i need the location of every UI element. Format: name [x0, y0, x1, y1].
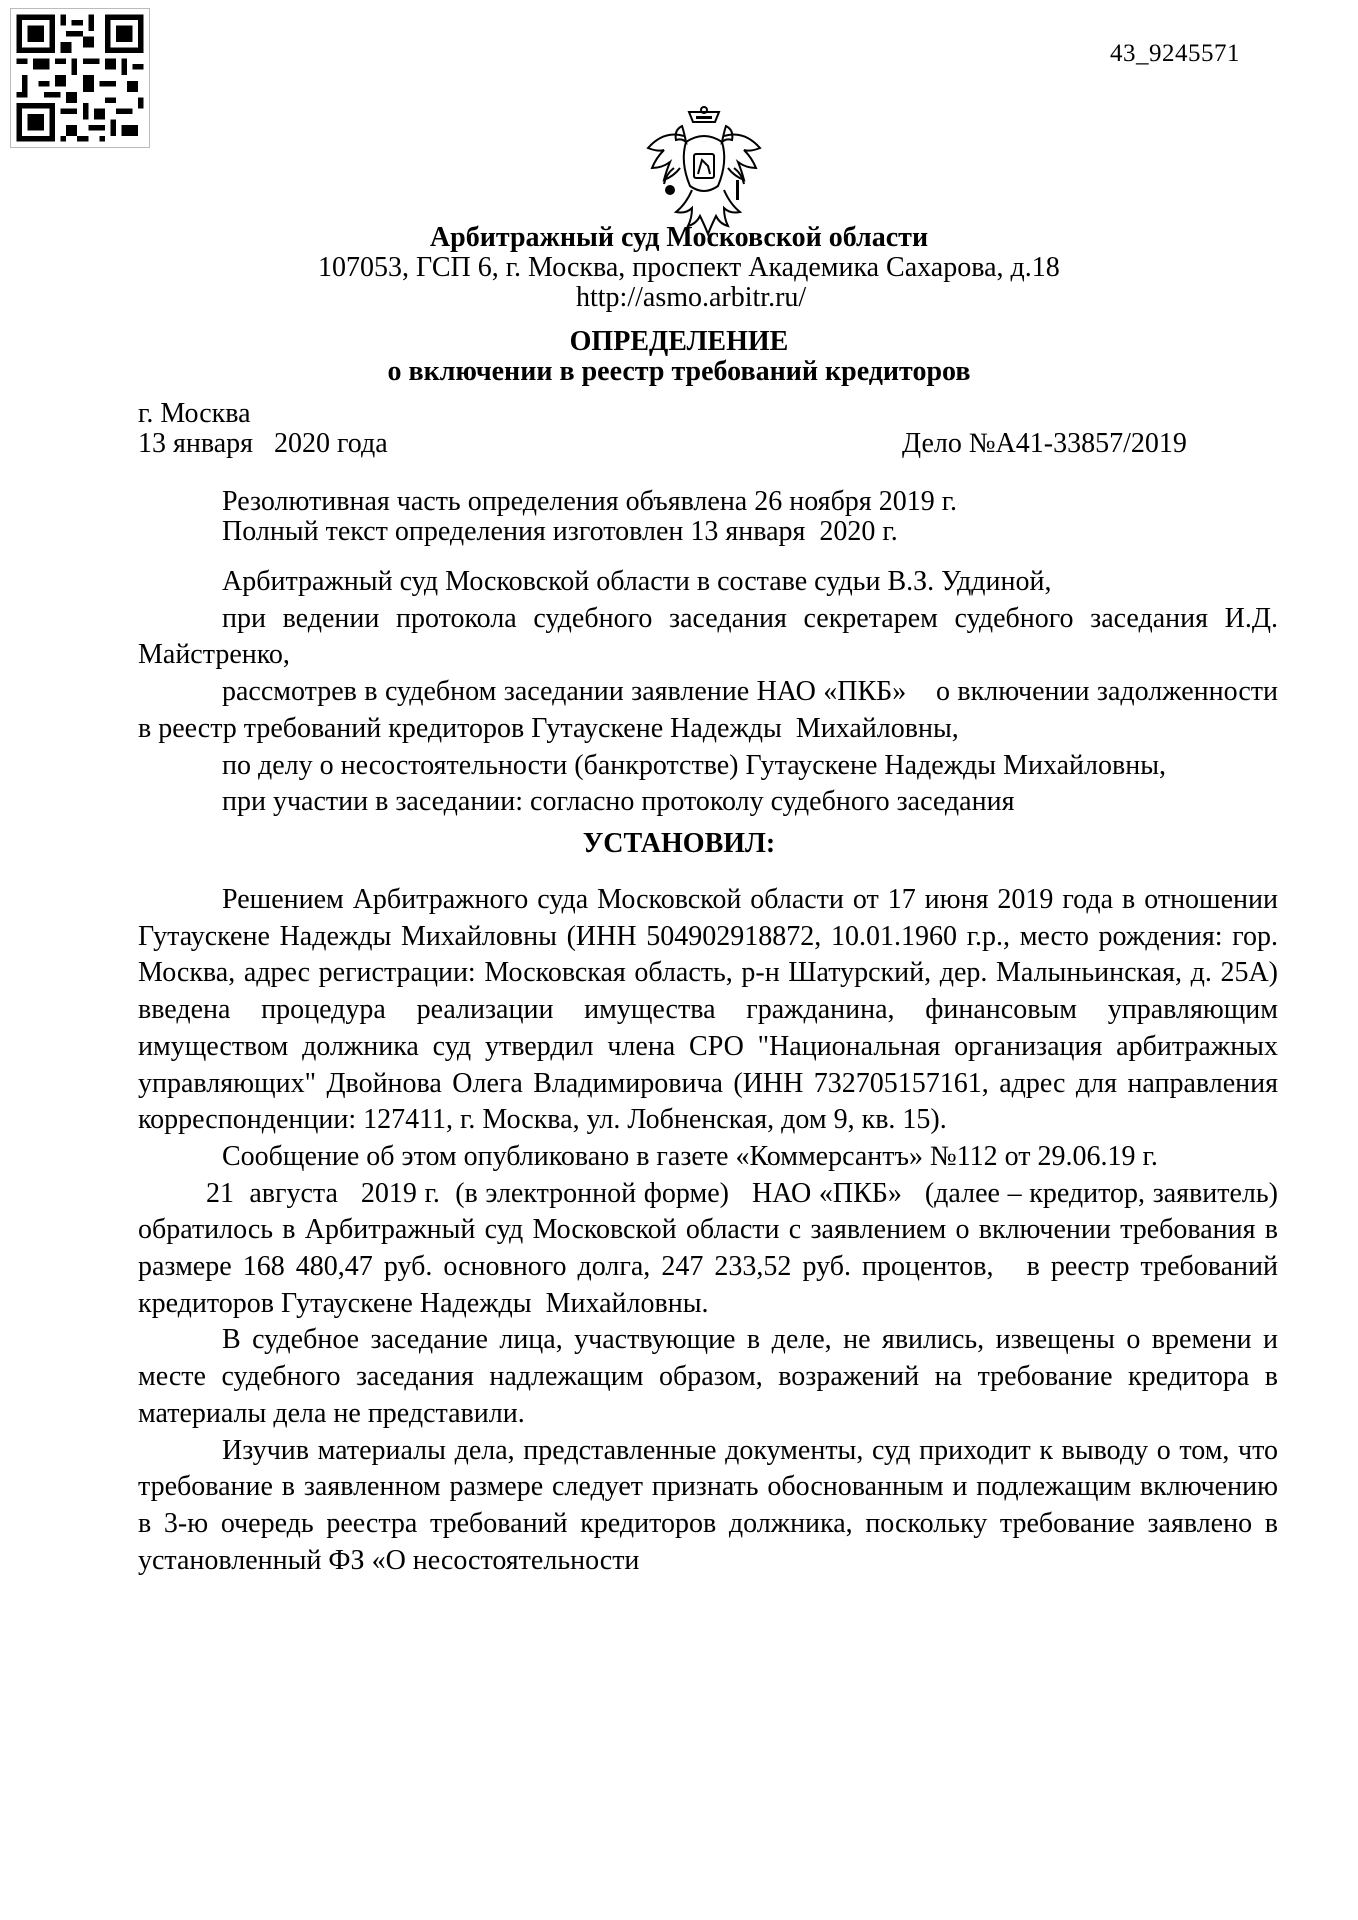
coat-of-arms-emblem	[644, 106, 764, 238]
body-paragraph-conclusion: Изучив материалы дела, представленные документы, суд приходит к выводу о том, что требование в заявленном размере следует признать обоснованным и подлежащим включению в 3-ю очередь реестра требований кредиторов должника, поскольку требование заявлено в установленный ФЗ «О несостоятельности	[138, 1434, 1278, 1576]
body-paragraph-decision: Решением Арбитражного суда Московской области от 17 июня 2019 года в отношении Гутаускене Надежды Михайловны (ИНН 504902918872, 10.01.1960 г.р., место рождения: гор. Москва, адрес регистрации: Московская область, р-н Шатурский, дер. Малыньинская, д. 25А) введена процедура реализации имущества гражданина, финансовым управляющим имуществом должника суд утвердил члена СРО "Национальная организация арбитражных управляющих" Двойнова Олега Владимировича (ИНН 732705157161, адрес для направления корреспонденции: 127411, г. Москва, ул. Лобненская, дом 9, кв. 15).	[138, 884, 1278, 1136]
body-paragraph-publication: Сообщение об этом опубликовано в газете «Коммерсантъ» №112 от 29.06.19 г.	[222, 1140, 1158, 1172]
intro-line-2: Полный текст определения изготовлен 13 января 2020 г.	[222, 516, 898, 547]
section-heading-established: УСТАНОВИЛ:	[582, 828, 776, 859]
intro-line-1: Резолютивная часть определения объявлена 26 ноября 2019 г.	[222, 486, 958, 517]
document-subtitle: о включении в реестр требований кредиторов	[387, 356, 971, 387]
considered-paragraph: рассмотрев в судебном заседании заявление НАО «ПКБ» о включении задолженности в реестр требований кредиторов Гутаускене Надежды Михайловны,	[138, 676, 1285, 744]
court-name: Арбитражный суд Московской области	[429, 222, 929, 253]
decision-date: 13 января 2020 года	[138, 428, 388, 459]
qr-code	[10, 8, 150, 148]
body-paragraph-hearing: В судебное заседание лица, участвующие в деле, не явились, извещены о времени и месте судебного заседания надлежащим образом, возражений на требование кредитора в материалы дела не представили.	[138, 1324, 1278, 1429]
preamble	[138, 564, 1285, 821]
document-id: 43_9245571	[1110, 40, 1240, 67]
case-number: Дело №А41-33857/2019	[902, 428, 1187, 459]
document-title: ОПРЕДЕЛЕНИЕ	[569, 326, 789, 357]
court-address: 107053, ГСП 6, г. Москва, проспект Академика Сахарова, д.18	[318, 252, 1060, 283]
secretary-paragraph: при ведении протокола судебного заседания секретарем судебного заседания И.Д. Майстренко,	[138, 602, 1278, 671]
participation-paragraph: при участии в заседании: согласно протоколу судебного заседания	[222, 786, 1015, 818]
city: г. Москва	[138, 398, 251, 429]
body-paragraph-application: 21 августа 2019 г. (в электронной форме) НАО «ПКБ» (далее – кредитор, заявитель) обратилось в Арбитражный суд Московской области с заявлением о включении требования в размере 168 480,47 руб. основного долга, 247 233,52 руб. процентов, в реестр требований кредиторов Гутаускене Надежды Михайловны.	[138, 1177, 1285, 1319]
body-text	[138, 882, 1285, 1579]
court-website[interactable]: http://asmo.arbitr.ru/	[576, 282, 807, 313]
composition-paragraph: Арбитражный суд Московской области в составе судьи В.З. Уддиной,	[222, 566, 1052, 597]
case-paragraph: по делу о несостоятельности (банкротстве) Гутаускене Надежды Михайловны,	[222, 749, 1167, 781]
